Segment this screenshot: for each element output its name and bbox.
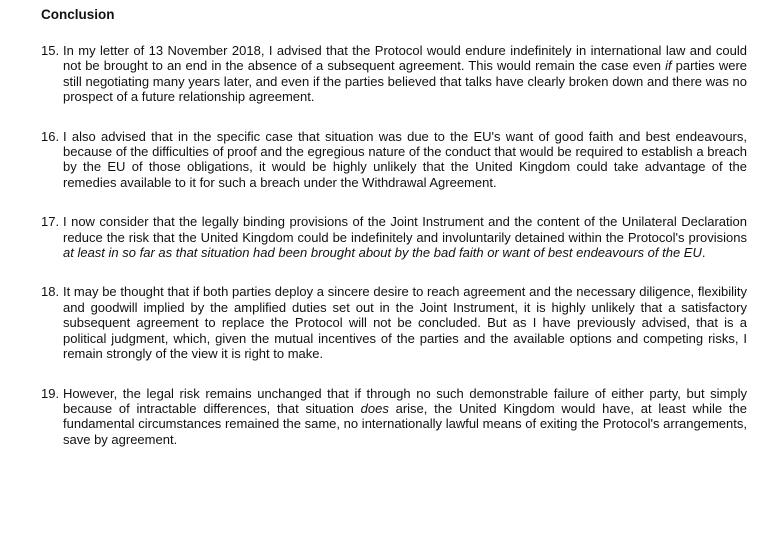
numbered-paragraph — [41, 214, 747, 260]
paragraph-text — [63, 386, 747, 448]
paragraph-text — [63, 284, 747, 361]
text-segment: However, the legal risk remains unchanged that if through no such demonstrable failure of either party, but simply because of intractable differences, that situation — [63, 385, 747, 416]
numbered-paragraph — [41, 284, 747, 361]
text-segment: I also advised that in the specific case that situation was due to the EU's want of good faith and best endeavours, because of the difficulties of proof and the egregious nature of the conduct that would be required to establish a breach by the EU of those obligations, it would be highly unlikely that the United Kingdom could take advantage of the remedies available to it for such a breach under the Withdrawal Agreement. — [63, 128, 747, 190]
section-heading: Conclusion — [41, 7, 115, 22]
numbered-paragraph — [41, 129, 747, 191]
numbered-paragraph — [41, 386, 747, 448]
text-segment: I now consider that the legally binding provisions of the Joint Instrument and the content of the Unilateral Declaration reduce the risk that the United Kingdom could be indefinitely and involuntarily detained within the Protocol's provisions — [63, 214, 747, 245]
paragraph-text — [63, 43, 747, 105]
paragraph-text — [63, 129, 747, 191]
text-segment: . — [701, 245, 706, 261]
italic-text-segment: does — [360, 400, 389, 416]
paragraph-number: 18. — [41, 284, 60, 300]
text-segment: arise, the United Kingdom would have, at least while the fundamental circumstances remained the same, no internationally lawful means of exiting the Protocol's arrangements, save by agreement. — [63, 400, 747, 447]
text-segment: parties were still negotiating many years later, and even if the parties believed that talks have clearly broken down and there was no prospect of a future relationship agreement. — [63, 58, 748, 105]
paragraph-text — [63, 214, 747, 260]
numbered-paragraph — [41, 43, 747, 105]
italic-text-segment: if — [665, 58, 672, 74]
text-segment: In my letter of 13 November 2018, I advised that the Protocol would endure indefinitely in international law and could not be brought to an end in the absence of a subsequent agreement. This would remain the case even — [63, 43, 747, 74]
paragraph-number: 17. — [41, 214, 60, 230]
paragraph-number: 19. — [41, 385, 60, 401]
paragraph-list — [41, 43, 747, 447]
italic-text-segment: at least in so far as that situation had been brought about by the bad faith or want of best endeavours of the EU — [63, 245, 702, 261]
text-segment: It may be thought that if both parties deploy a sincere desire to reach agreement and the necessary diligence, flexibility and goodwill implied by the amplified duties set out in the Joint Instrument, it is highly unlikely that a satisfactory subsequent agreement to replace the Protocol will not be concluded. But as I have previously advised, that is a political judgment, which, given the mutual incentives of the parties and the available options and competing risks, I remain strongly of the view it is right to make. — [63, 284, 747, 362]
paragraph-number: 16. — [41, 128, 60, 144]
paragraph-number: 15. — [41, 43, 60, 58]
